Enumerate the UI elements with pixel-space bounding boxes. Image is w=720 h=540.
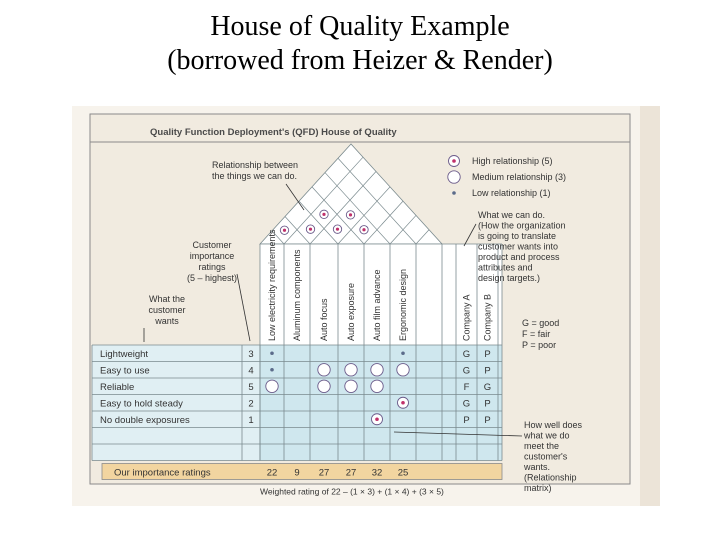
what-we-can-do-note: attributes and [478,262,533,273]
high-relationship-dot [401,401,405,405]
importance-value: 3 [248,348,254,360]
medium-relationship-symbol [318,364,330,376]
company-a-rating: G [462,365,471,377]
attribute-headers [260,229,502,345]
legend-low-label: Low relationship (1) [472,188,551,198]
company-b-rating: P [484,348,491,360]
importance-rating: 27 [318,467,330,479]
medium-relationship-symbol [397,364,409,376]
customer-importance-note: importance [189,251,235,261]
what-customer-wants-note: wants [155,316,179,326]
low-relationship-symbol [270,368,274,372]
how-well-note: How well does [524,420,583,430]
roof-high-dot [283,229,286,232]
slide-title-line-2: (borrowed from Heizer & Render) [167,45,553,76]
relationship-between-note: the things we can do. [212,171,298,181]
rating-key: P = poor [522,340,557,350]
importance-rating: 9 [294,467,300,479]
relationship-between-note: Relationship between [212,160,299,170]
company-a-rating: G [462,348,471,360]
importance-value: 4 [248,365,254,377]
company-b-rating: G [483,381,492,393]
medium-relationship-symbol [448,171,460,183]
importance-rating: 32 [371,467,383,479]
high-relationship-dot [375,417,379,421]
competitor-header: Company B [482,293,493,341]
how-well-note: customer's [524,451,568,462]
how-well-note: matrix) [524,483,552,493]
low-relationship-symbol [270,351,274,355]
slide-title-line-1: House of Quality Example [210,11,510,42]
legend-medium-label: Medium relationship (3) [472,172,567,182]
figure-heading: Quality Function Deployment's (QFD) House of Quality [150,127,397,138]
customer-importance-note: ratings [198,262,226,272]
attribute-header: Aluminum components [292,249,302,341]
what-we-can-do-note: is going to translate [478,231,557,241]
what-we-can-do-note: product and process [478,252,560,262]
customer-want: Reliable [100,381,135,393]
customer-want: Lightweight [100,348,149,360]
what-we-can-do-note: What we can do. [478,210,546,220]
attribute-header: Ergonomic design [398,268,408,341]
low-relationship-symbol [401,351,405,355]
roof-high-dot [309,228,312,231]
customer-want: No double exposures [100,414,190,426]
importance-rating: 27 [345,467,357,479]
what-customer-wants-note: What the [148,294,186,304]
medium-relationship-symbol [345,364,357,376]
customer-want: Easy to use [100,365,150,377]
low-relationship-symbol [452,191,456,195]
medium-relationship-symbol [318,380,330,392]
importance-rating: 25 [397,467,409,479]
how-well-note: meet the [524,441,560,451]
legend-high-label: High relationship (5) [472,156,553,166]
roof-high-dot [336,228,339,231]
what-we-can-do-note: (How the organization [478,220,566,231]
importance-value: 1 [248,414,254,426]
importance-label: Our importance ratings [114,467,211,479]
customer-importance-note: (5 – highest) [186,273,238,283]
company-a-rating: F [463,381,470,393]
rating-key: G = good [522,318,560,328]
medium-relationship-symbol [371,364,383,376]
customer-importance-note: Customer [192,240,232,250]
rating-key: F = fair [522,329,551,339]
company-b-rating: P [484,398,491,410]
medium-relationship-symbol [345,380,357,392]
company-a-rating: P [463,414,470,426]
company-b-rating: P [484,365,491,377]
competitor-header: Company A [461,294,472,341]
roof-high-dot [362,228,365,231]
customer-want: Easy to hold steady [100,398,183,410]
how-well-note: (Relationship [524,472,577,483]
how-well-note: wants. [524,462,551,472]
importance-value: 2 [248,398,254,410]
high-relationship-dot [452,159,456,163]
how-well-note: what we do [524,430,570,441]
attribute-header: Auto focus [319,298,329,341]
roof-high-dot [349,213,352,216]
house-of-quality-diagram [72,106,660,506]
importance-rating: 22 [266,467,278,479]
medium-relationship-symbol [371,380,383,392]
weighted-rating-note: Weighted rating of 22 – (1 × 3) + (1 × 4) + (3 × 5) [260,486,444,497]
company-b-rating: P [484,414,491,426]
attribute-header: Auto exposure [346,282,356,341]
medium-relationship-symbol [266,380,278,392]
paper-edge [640,106,660,506]
what-customer-wants-note: customer [148,305,186,315]
roof-high-dot [322,213,325,216]
company-a-rating: G [462,398,471,410]
what-we-can-do-note: design targets.) [478,273,541,283]
attribute-header: Low electricity requirements [267,229,277,341]
importance-value: 5 [248,381,254,393]
attribute-header: Auto film advance [372,269,382,341]
what-we-can-do-note: customer wants into [478,241,559,252]
